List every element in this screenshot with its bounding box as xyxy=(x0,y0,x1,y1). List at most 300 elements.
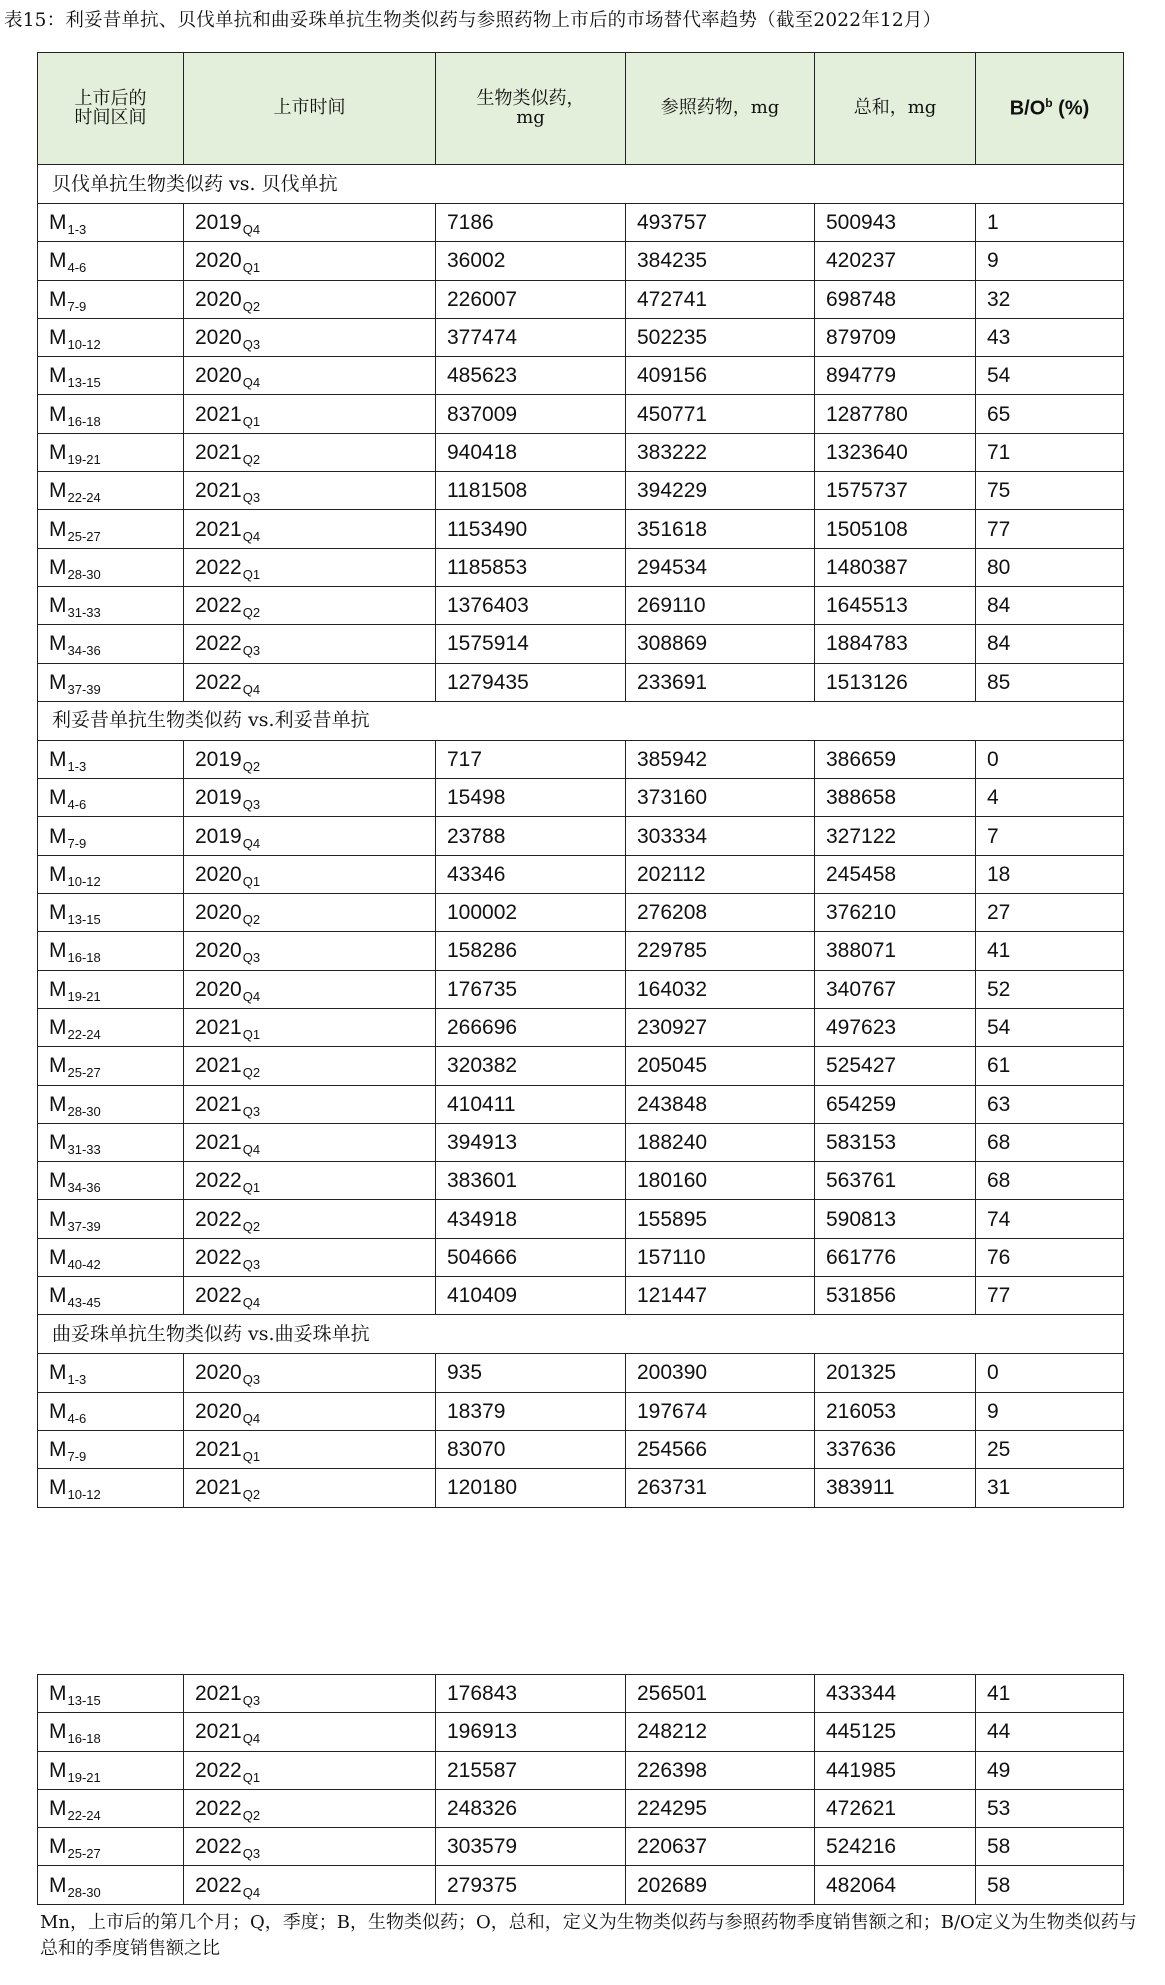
header-launch-time: 上市时间 xyxy=(184,53,436,165)
period-cell xyxy=(38,1866,184,1904)
bio-cell: 83070 xyxy=(436,1430,626,1468)
table-row xyxy=(38,1354,1124,1392)
sum-cell: 894779 xyxy=(815,357,976,395)
launch-cell xyxy=(184,1866,436,1904)
period-cell xyxy=(38,586,184,624)
launch-cell-sub: Q1 xyxy=(242,1027,261,1043)
launch-cell-main: 2019 xyxy=(195,824,242,848)
period-cell-sub: 22-24 xyxy=(67,490,101,506)
ref-cell: 409156 xyxy=(626,357,815,395)
period-cell-main: M xyxy=(49,594,67,618)
period-cell-main: M xyxy=(49,1284,67,1308)
sum-cell: 445125 xyxy=(815,1713,976,1751)
launch-cell-main: 2020 xyxy=(195,862,242,886)
period-cell-main: M xyxy=(49,901,67,925)
ref-cell: 205045 xyxy=(626,1047,815,1085)
sum-cell: 583153 xyxy=(815,1123,976,1161)
table-row xyxy=(38,855,1124,893)
launch-cell xyxy=(184,1162,436,1200)
launch-cell-main: 2020 xyxy=(195,1399,242,1423)
table-row xyxy=(38,548,1124,586)
period-cell-main: M xyxy=(49,939,67,963)
launch-cell xyxy=(184,1430,436,1468)
period-cell-main: M xyxy=(49,211,67,235)
bo-cell: 53 xyxy=(976,1789,1124,1827)
table-row xyxy=(38,1085,1124,1123)
ref-cell: 472741 xyxy=(626,280,815,318)
bo-cell: 49 xyxy=(976,1751,1124,1789)
table-row xyxy=(38,1430,1124,1468)
launch-cell-main: 2020 xyxy=(195,939,242,963)
group-label: 利妥昔单抗生物类似药 vs.利妥昔单抗 xyxy=(38,701,1124,740)
ref-cell: 229785 xyxy=(626,932,815,970)
table-row xyxy=(38,1789,1124,1827)
bo-cell: 27 xyxy=(976,894,1124,932)
bo-cell: 54 xyxy=(976,1008,1124,1046)
sum-cell: 1323640 xyxy=(815,433,976,471)
launch-cell-sub: Q1 xyxy=(242,566,261,582)
ref-cell: 226398 xyxy=(626,1751,815,1789)
ref-cell: 383222 xyxy=(626,433,815,471)
period-cell xyxy=(38,1085,184,1123)
launch-cell xyxy=(184,625,436,663)
launch-cell-sub: Q2 xyxy=(242,1487,261,1503)
launch-cell-main: 2020 xyxy=(195,364,242,388)
bio-cell: 1181508 xyxy=(436,472,626,510)
launch-cell xyxy=(184,204,436,242)
bio-cell: 266696 xyxy=(436,1008,626,1046)
period-cell-main: M xyxy=(49,479,67,503)
launch-cell-sub: Q2 xyxy=(242,1218,261,1234)
table-row xyxy=(38,242,1124,280)
period-cell-main: M xyxy=(49,1476,67,1500)
ref-cell: 197674 xyxy=(626,1392,815,1430)
launch-cell xyxy=(184,548,436,586)
launch-cell xyxy=(184,1713,436,1751)
period-cell-main: M xyxy=(49,1361,67,1385)
launch-cell-main: 2022 xyxy=(195,594,242,618)
period-cell xyxy=(38,1123,184,1161)
ref-cell: 276208 xyxy=(626,894,815,932)
launch-cell xyxy=(184,1789,436,1827)
sum-cell: 472621 xyxy=(815,1789,976,1827)
bo-cell: 41 xyxy=(976,1675,1124,1713)
ref-cell: 248212 xyxy=(626,1713,815,1751)
period-cell xyxy=(38,204,184,242)
bio-cell: 279375 xyxy=(436,1866,626,1904)
sum-cell: 245458 xyxy=(815,855,976,893)
ref-cell: 121447 xyxy=(626,1277,815,1315)
table-row xyxy=(38,318,1124,356)
bo-cell: 9 xyxy=(976,242,1124,280)
table-row xyxy=(38,1392,1124,1430)
table-row xyxy=(38,1713,1124,1751)
period-cell-main: M xyxy=(49,1016,67,1040)
period-cell-main: M xyxy=(49,555,67,579)
launch-cell-main: 2019 xyxy=(195,786,242,810)
launch-cell-sub: Q4 xyxy=(242,375,261,391)
launch-cell-main: 2020 xyxy=(195,249,242,273)
period-cell xyxy=(38,932,184,970)
ref-cell: 450771 xyxy=(626,395,815,433)
ref-cell: 308869 xyxy=(626,625,815,663)
launch-cell-main: 2020 xyxy=(195,901,242,925)
header-reference-mg: 参照药物，mg xyxy=(626,53,815,165)
ref-cell: 188240 xyxy=(626,1123,815,1161)
period-cell xyxy=(38,1354,184,1392)
sum-cell: 661776 xyxy=(815,1238,976,1276)
launch-cell-sub: Q4 xyxy=(242,1410,261,1426)
launch-cell xyxy=(184,1047,436,1085)
period-cell xyxy=(38,1751,184,1789)
bio-cell: 248326 xyxy=(436,1789,626,1827)
launch-cell xyxy=(184,1238,436,1276)
bio-cell: 377474 xyxy=(436,318,626,356)
launch-cell-main: 2022 xyxy=(195,670,242,694)
header-biosimilar-mg: 生物类似药，mg xyxy=(436,53,626,165)
launch-cell-main: 2021 xyxy=(195,479,242,503)
period-cell-main: M xyxy=(49,1054,67,1078)
launch-cell xyxy=(184,1200,436,1238)
sum-cell: 327122 xyxy=(815,817,976,855)
period-cell-main: M xyxy=(49,1797,67,1821)
launch-cell-sub: Q2 xyxy=(242,912,261,928)
period-cell-sub: 13-15 xyxy=(67,1693,101,1709)
period-cell-main: M xyxy=(49,1835,67,1859)
launch-cell-sub: Q3 xyxy=(242,643,261,659)
bio-cell: 226007 xyxy=(436,280,626,318)
period-cell-sub: 34-36 xyxy=(67,1180,101,1196)
period-cell xyxy=(38,1008,184,1046)
launch-cell-sub: Q2 xyxy=(242,759,261,774)
table-row xyxy=(38,740,1124,778)
header-bo-sup: b xyxy=(1045,96,1053,111)
launch-cell xyxy=(184,663,436,701)
ref-cell: 224295 xyxy=(626,1789,815,1827)
launch-cell-main: 2021 xyxy=(195,1054,242,1078)
table-row xyxy=(38,204,1124,242)
bo-cell: 18 xyxy=(976,855,1124,893)
launch-cell-main: 2022 xyxy=(195,1873,242,1897)
ref-cell: 254566 xyxy=(626,1430,815,1468)
period-cell xyxy=(38,318,184,356)
bo-cell: 4 xyxy=(976,779,1124,817)
header-total-mg: 总和，mg xyxy=(815,53,976,165)
table-row xyxy=(38,1200,1124,1238)
launch-cell-main: 2020 xyxy=(195,287,242,311)
group-label: 贝伐单抗生物类似药 vs. 贝伐单抗 xyxy=(38,165,1124,204)
launch-cell-main: 2022 xyxy=(195,1835,242,1859)
period-cell-main: M xyxy=(49,824,67,848)
ref-cell: 243848 xyxy=(626,1085,815,1123)
header-bo-tail: (%) xyxy=(1052,97,1090,120)
bo-cell: 65 xyxy=(976,395,1124,433)
bio-cell: 410409 xyxy=(436,1277,626,1315)
ref-cell: 384235 xyxy=(626,242,815,280)
launch-cell xyxy=(184,894,436,932)
period-cell-sub: 40-42 xyxy=(67,1256,101,1272)
launch-cell xyxy=(184,433,436,471)
period-cell-sub: 16-18 xyxy=(67,413,101,429)
period-cell-main: M xyxy=(49,440,67,464)
sum-cell: 383911 xyxy=(815,1469,976,1507)
period-cell-main: M xyxy=(49,402,67,426)
ref-cell: 220637 xyxy=(626,1828,815,1866)
table-title: 表15：利妥昔单抗、贝伐单抗和曲妥珠单抗生物类似药与参照药物上市后的市场替代率趋势（截至2022年12月） xyxy=(4,10,942,31)
period-cell-sub: 10-12 xyxy=(67,873,101,889)
table-row xyxy=(38,1751,1124,1789)
sum-cell: 388658 xyxy=(815,779,976,817)
sum-cell: 1480387 xyxy=(815,548,976,586)
period-cell-sub: 4-6 xyxy=(67,260,87,276)
ref-cell: 373160 xyxy=(626,779,815,817)
bo-cell: 44 xyxy=(976,1713,1124,1751)
period-cell-sub: 1-3 xyxy=(67,1372,87,1388)
period-cell xyxy=(38,625,184,663)
bio-cell: 394913 xyxy=(436,1123,626,1161)
period-cell-sub: 28-30 xyxy=(67,1103,101,1119)
period-cell xyxy=(38,1047,184,1085)
launch-cell-main: 2022 xyxy=(195,1284,242,1308)
bo-cell: 75 xyxy=(976,472,1124,510)
period-cell-sub: 1-3 xyxy=(67,759,87,774)
period-cell xyxy=(38,817,184,855)
ref-cell: 230927 xyxy=(626,1008,815,1046)
ref-cell: 351618 xyxy=(626,510,815,548)
launch-cell xyxy=(184,1277,436,1315)
period-cell-sub: 16-18 xyxy=(67,950,101,966)
period-cell-sub: 7-9 xyxy=(67,298,87,314)
period-cell-sub: 7-9 xyxy=(67,1449,87,1465)
launch-cell-sub: Q2 xyxy=(242,298,261,314)
launch-cell-main: 2020 xyxy=(195,1361,242,1385)
period-cell xyxy=(38,433,184,471)
market-substitution-table xyxy=(37,52,1124,1508)
period-cell xyxy=(38,1469,184,1507)
bo-cell: 68 xyxy=(976,1162,1124,1200)
ref-cell: 263731 xyxy=(626,1469,815,1507)
launch-cell xyxy=(184,932,436,970)
period-cell xyxy=(38,1392,184,1430)
period-cell xyxy=(38,894,184,932)
bo-cell: 77 xyxy=(976,1277,1124,1315)
bio-cell: 940418 xyxy=(436,433,626,471)
sum-cell: 525427 xyxy=(815,1047,976,1085)
header-bo-main: B/O xyxy=(1009,97,1046,120)
period-cell-main: M xyxy=(49,748,67,771)
bo-cell: 63 xyxy=(976,1085,1124,1123)
period-cell-sub: 31-33 xyxy=(67,1141,101,1157)
launch-cell xyxy=(184,357,436,395)
period-cell-main: M xyxy=(49,1130,67,1154)
launch-cell xyxy=(184,1469,436,1507)
bo-cell: 80 xyxy=(976,548,1124,586)
bio-cell: 120180 xyxy=(436,1469,626,1507)
launch-cell-sub: Q4 xyxy=(242,528,261,544)
ref-cell: 233691 xyxy=(626,663,815,701)
bio-cell: 320382 xyxy=(436,1047,626,1085)
launch-cell xyxy=(184,855,436,893)
period-cell-main: M xyxy=(49,670,67,694)
period-cell-sub: 22-24 xyxy=(67,1808,101,1824)
bio-cell: 23788 xyxy=(436,817,626,855)
launch-cell xyxy=(184,970,436,1008)
launch-cell-sub: Q1 xyxy=(242,1180,261,1196)
table-row xyxy=(38,1866,1124,1904)
period-cell xyxy=(38,510,184,548)
table-row xyxy=(38,472,1124,510)
bio-cell: 303579 xyxy=(436,1828,626,1866)
bo-cell: 77 xyxy=(976,510,1124,548)
launch-cell-main: 2021 xyxy=(195,517,242,541)
launch-cell-main: 2022 xyxy=(195,1245,242,1269)
sum-cell: 201325 xyxy=(815,1354,976,1392)
period-cell-sub: 22-24 xyxy=(67,1027,101,1043)
sum-cell: 340767 xyxy=(815,970,976,1008)
table-row xyxy=(38,357,1124,395)
launch-cell-main: 2021 xyxy=(195,1720,242,1744)
sum-cell: 433344 xyxy=(815,1675,976,1713)
bo-cell: 0 xyxy=(976,1354,1124,1392)
period-cell-main: M xyxy=(49,632,67,656)
header-period: 上市后的时间区间 xyxy=(38,53,184,165)
launch-cell-main: 2021 xyxy=(195,1476,242,1500)
ref-cell: 303334 xyxy=(626,817,815,855)
table-row xyxy=(38,1162,1124,1200)
bio-cell: 485623 xyxy=(436,357,626,395)
period-cell-main: M xyxy=(49,364,67,388)
launch-cell-sub: Q3 xyxy=(242,1103,261,1119)
launch-cell-main: 2019 xyxy=(195,748,242,771)
bio-cell: 1575914 xyxy=(436,625,626,663)
ref-cell: 202689 xyxy=(626,1866,815,1904)
sum-cell: 497623 xyxy=(815,1008,976,1046)
period-cell-sub: 34-36 xyxy=(67,643,101,659)
table-row xyxy=(38,510,1124,548)
bio-cell: 717 xyxy=(436,740,626,778)
table-row xyxy=(38,817,1124,855)
sum-cell: 500943 xyxy=(815,204,976,242)
period-cell xyxy=(38,1200,184,1238)
launch-cell-main: 2022 xyxy=(195,632,242,656)
table-row xyxy=(38,779,1124,817)
launch-cell-main: 2021 xyxy=(195,1130,242,1154)
table-row xyxy=(38,970,1124,1008)
launch-cell-main: 2022 xyxy=(195,555,242,579)
period-cell-sub: 10-12 xyxy=(67,1487,101,1503)
ref-cell: 502235 xyxy=(626,318,815,356)
sum-cell: 216053 xyxy=(815,1392,976,1430)
launch-cell-sub: Q1 xyxy=(242,413,261,429)
period-cell-main: M xyxy=(49,1720,67,1744)
footnote: Mn，上市后的第几个月；Q，季度；B，生物类似药；O，总和，定义为生物类似药与参照药物季度销售额之和；B/O定义为生物类似药与总和的季度销售额之比 xyxy=(40,1912,1137,1959)
period-cell xyxy=(38,1162,184,1200)
period-cell-main: M xyxy=(49,1758,67,1782)
period-cell xyxy=(38,1713,184,1751)
launch-cell-main: 2021 xyxy=(195,1016,242,1040)
period-cell-sub: 25-27 xyxy=(67,1065,101,1081)
launch-cell-main: 2021 xyxy=(195,402,242,426)
table-row xyxy=(38,280,1124,318)
table-row xyxy=(38,625,1124,663)
bio-cell: 215587 xyxy=(436,1751,626,1789)
sum-cell: 1505108 xyxy=(815,510,976,548)
bio-cell: 410411 xyxy=(436,1085,626,1123)
period-cell xyxy=(38,970,184,1008)
period-cell xyxy=(38,280,184,318)
period-cell-main: M xyxy=(49,1169,67,1193)
launch-cell-sub: Q4 xyxy=(242,1295,261,1311)
period-cell-sub: 28-30 xyxy=(67,1884,101,1900)
table-row xyxy=(38,1008,1124,1046)
period-cell xyxy=(38,357,184,395)
group-header-row xyxy=(38,1315,1124,1354)
launch-cell-main: 2022 xyxy=(195,1797,242,1821)
launch-cell-sub: Q3 xyxy=(242,1372,261,1388)
period-cell-sub: 16-18 xyxy=(67,1731,101,1747)
launch-cell-main: 2020 xyxy=(195,326,242,350)
bio-cell: 837009 xyxy=(436,395,626,433)
bio-cell: 1153490 xyxy=(436,510,626,548)
group-header-row xyxy=(38,701,1124,740)
period-cell xyxy=(38,1675,184,1713)
sum-cell: 879709 xyxy=(815,318,976,356)
bo-cell: 54 xyxy=(976,357,1124,395)
launch-cell-sub: Q3 xyxy=(242,1256,261,1272)
continuation-table xyxy=(37,1674,1124,1905)
bo-cell: 1 xyxy=(976,204,1124,242)
period-cell-sub: 37-39 xyxy=(67,1218,101,1234)
bio-cell: 1376403 xyxy=(436,586,626,624)
period-cell-main: M xyxy=(49,862,67,886)
sum-cell: 441985 xyxy=(815,1751,976,1789)
period-cell-main: M xyxy=(49,1438,67,1462)
sum-cell: 482064 xyxy=(815,1866,976,1904)
bo-cell: 71 xyxy=(976,433,1124,471)
sum-cell: 1287780 xyxy=(815,395,976,433)
launch-cell xyxy=(184,472,436,510)
period-cell-main: M xyxy=(49,287,67,311)
launch-cell-sub: Q2 xyxy=(242,1065,261,1081)
period-cell-main: M xyxy=(49,1399,67,1423)
bo-cell: 84 xyxy=(976,625,1124,663)
launch-cell xyxy=(184,1828,436,1866)
launch-cell-sub: Q2 xyxy=(242,451,261,467)
period-cell-sub: 25-27 xyxy=(67,528,101,544)
period-cell-sub: 1-3 xyxy=(67,222,87,238)
bo-cell: 58 xyxy=(976,1828,1124,1866)
launch-cell xyxy=(184,318,436,356)
ref-cell: 385942 xyxy=(626,740,815,778)
sum-cell: 1575737 xyxy=(815,472,976,510)
ref-cell: 294534 xyxy=(626,548,815,586)
launch-cell xyxy=(184,586,436,624)
sum-cell: 654259 xyxy=(815,1085,976,1123)
period-cell xyxy=(38,779,184,817)
bo-cell: 31 xyxy=(976,1469,1124,1507)
launch-cell-main: 2021 xyxy=(195,440,242,464)
period-cell xyxy=(38,1238,184,1276)
launch-cell-sub: Q4 xyxy=(242,681,261,697)
launch-cell xyxy=(184,1675,436,1713)
table-row xyxy=(38,1675,1124,1713)
bo-cell: 52 xyxy=(976,970,1124,1008)
launch-cell-main: 2022 xyxy=(195,1169,242,1193)
launch-cell-sub: Q2 xyxy=(242,1808,261,1824)
period-cell-sub: 13-15 xyxy=(67,375,101,391)
period-cell-main: M xyxy=(49,1092,67,1116)
period-cell xyxy=(38,472,184,510)
